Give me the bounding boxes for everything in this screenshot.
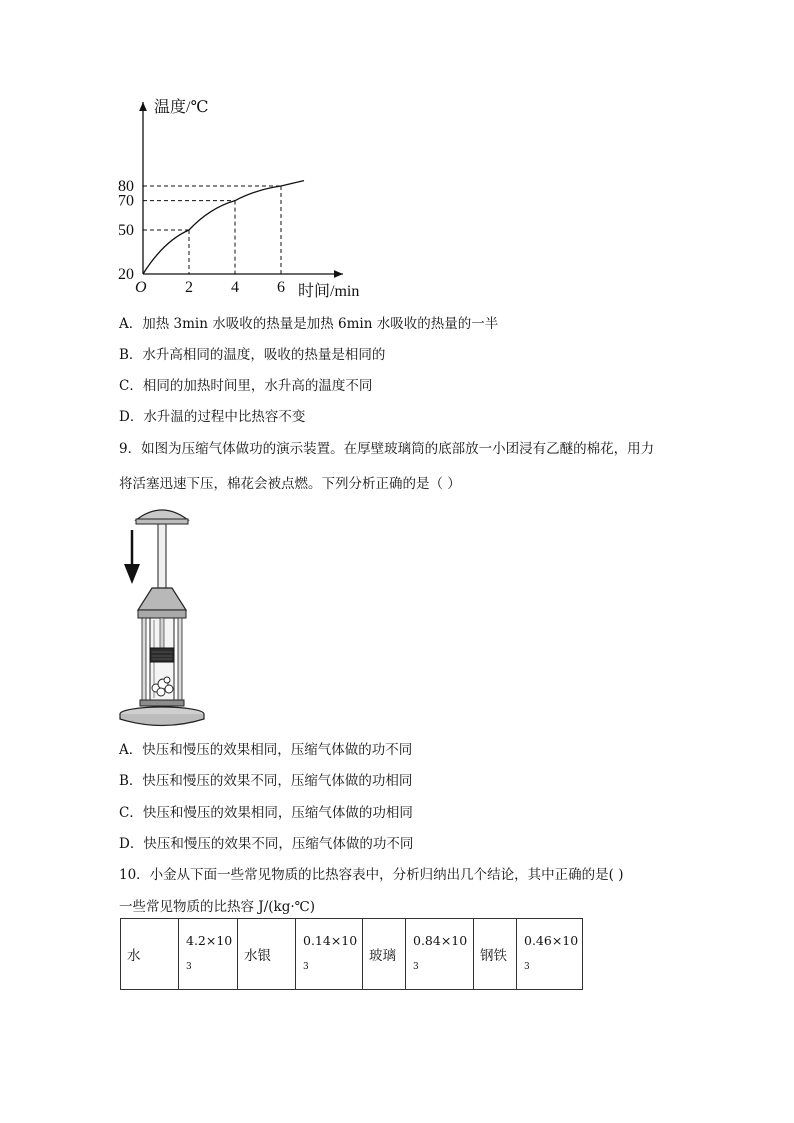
origin-label: O bbox=[135, 279, 147, 296]
value-mantissa: 0.84×10 bbox=[413, 933, 468, 948]
specific-heat-value bbox=[296, 919, 363, 990]
q8-option-c[interactable]: C．相同的加热时间里，水升高的温度不同 bbox=[119, 378, 373, 394]
substance-name: 水 bbox=[121, 919, 179, 990]
x-axis-label: 时间/min bbox=[298, 283, 360, 300]
x-tick-label: 2 bbox=[185, 279, 193, 296]
y-tick-label: 70 bbox=[118, 192, 134, 210]
value-exponent: 3 bbox=[524, 962, 530, 972]
substance-name: 钢铁 bbox=[474, 919, 517, 990]
compression-apparatus-illustration bbox=[114, 500, 214, 728]
y-tick-label: 80 bbox=[118, 178, 134, 195]
temperature-curve bbox=[143, 181, 304, 274]
dashed-guides bbox=[143, 186, 281, 274]
q9-option-a[interactable]: A．快压和慢压的效果相同，压缩气体做的功不同 bbox=[119, 742, 413, 758]
q8-option-b[interactable]: B．水升高相同的温度，吸收的热量是相同的 bbox=[119, 347, 386, 363]
y-tick-label: 20 bbox=[118, 266, 134, 283]
specific-heat-value bbox=[406, 919, 474, 990]
y-axis-label: 温度/℃ bbox=[154, 99, 209, 116]
value-mantissa: 4.2×10 bbox=[186, 933, 233, 948]
substance-name: 水银 bbox=[238, 919, 296, 990]
value-exponent: 3 bbox=[413, 962, 419, 972]
table-row bbox=[121, 919, 583, 990]
x-tick-label: 4 bbox=[231, 279, 239, 296]
value-mantissa: 0.14×10 bbox=[303, 933, 358, 948]
q9-stem-line-2: 将活塞迅速下压，棉花会被点燃。下列分析正确的是（ ） bbox=[119, 476, 461, 492]
q9-option-b[interactable]: B．快压和慢压的效果不同，压缩气体做的功相同 bbox=[119, 773, 413, 789]
temperature-time-graph bbox=[118, 92, 378, 302]
y-tick-label: 50 bbox=[118, 222, 134, 239]
q9-option-d[interactable]: D．快压和慢压的效果不同，压缩气体做的功不同 bbox=[119, 836, 414, 852]
x-tick-label: 6 bbox=[277, 279, 285, 296]
press-down-arrow-icon bbox=[124, 530, 140, 584]
q9-option-c[interactable]: C．快压和慢压的效果相同，压缩气体做的功相同 bbox=[119, 805, 413, 821]
q8-option-a[interactable]: A．加热 3min 水吸收的热量是加热 6min 水吸收的热量的一半 bbox=[119, 316, 499, 332]
specific-heat-value bbox=[517, 919, 583, 990]
q10-stem: 10．小金从下面一些常见物质的比热容表中，分析归纳出几个结论，其中正确的是( ) bbox=[119, 867, 624, 883]
substance-name: 玻璃 bbox=[363, 919, 406, 990]
value-exponent: 3 bbox=[186, 962, 192, 972]
q8-option-d[interactable]: D．水升温的过程中比热容不变 bbox=[119, 409, 306, 425]
q9-stem-line-1: 9．如图为压缩气体做功的演示装置。在厚壁玻璃筒的底部放一小团浸有乙醚的棉花，用力 bbox=[119, 441, 655, 457]
table-caption: 一些常见物质的比热容 J/(kg·℃) bbox=[119, 899, 316, 915]
value-mantissa: 0.46×10 bbox=[524, 933, 579, 948]
specific-heat-table bbox=[120, 918, 583, 990]
specific-heat-value bbox=[179, 919, 238, 990]
value-exponent: 3 bbox=[303, 962, 309, 972]
